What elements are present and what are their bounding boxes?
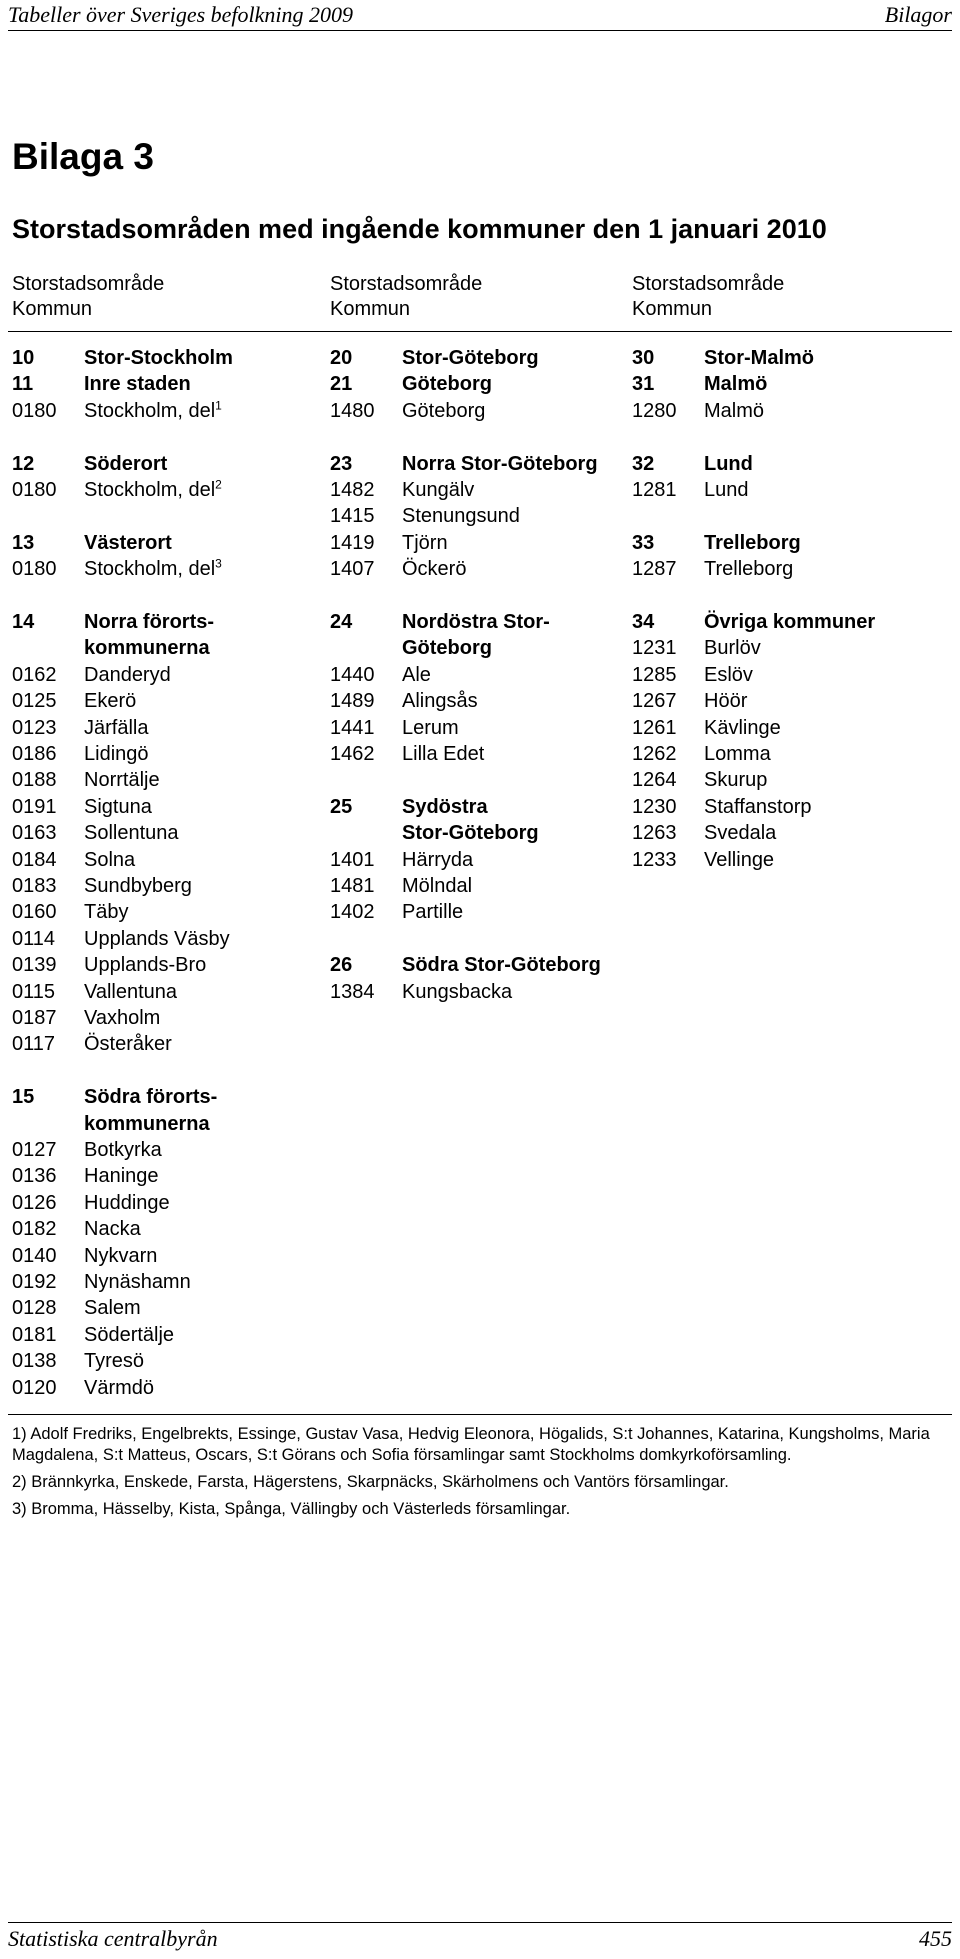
name-text: Trelleborg bbox=[704, 531, 801, 554]
column-header-label: Storstadsområde bbox=[330, 273, 483, 295]
name-text: Ekerö bbox=[84, 690, 137, 713]
header-rule bbox=[8, 30, 952, 31]
name-cell bbox=[84, 688, 136, 714]
code-cell: 0120 bbox=[12, 1376, 57, 1399]
code-cell: 0183 bbox=[12, 875, 57, 897]
code-cell: 1384 bbox=[330, 980, 375, 1003]
name-cell bbox=[84, 371, 191, 397]
name-text: Stenungsund bbox=[402, 505, 520, 528]
name-text: Nacka bbox=[84, 1218, 141, 1241]
name-text: Höör bbox=[704, 690, 748, 713]
name-cell bbox=[704, 556, 793, 582]
name-text: Skurup bbox=[704, 769, 768, 792]
name-text: Västerort bbox=[84, 531, 172, 554]
name-cell bbox=[84, 847, 135, 873]
name-text: Tyresö bbox=[84, 1350, 145, 1373]
name-cell bbox=[84, 609, 214, 635]
name-cell bbox=[704, 820, 776, 846]
code-cell: 0117 bbox=[12, 1033, 56, 1056]
name-text: Vallentuna bbox=[84, 980, 178, 1003]
footnote-rule bbox=[8, 1414, 952, 1415]
name-text: Kävlinge bbox=[704, 716, 781, 739]
name-cell bbox=[84, 345, 233, 371]
name-text: Malmö bbox=[704, 373, 768, 396]
code-cell: 0138 bbox=[12, 1350, 57, 1373]
name-text: Burlöv bbox=[704, 637, 761, 660]
code-cell: 30 bbox=[632, 347, 655, 369]
code-cell: 15 bbox=[12, 1086, 35, 1109]
footnote: 1) Adolf Fredriks, Engelbrekts, Essinge, Gustav Vasa, Hedvig Eleonora, Högalids, S:t Johannes, Katarina, Kungsholms, Maria Magdalena, S:t Matteus, Oscars, S:t Görans och Sofia församlingar samt Stockholms domkyrkoförsamling. bbox=[12, 1425, 930, 1464]
name-cell bbox=[84, 1137, 162, 1163]
column-header-sublabel: Kommun bbox=[12, 298, 93, 320]
name-cell bbox=[402, 873, 472, 899]
name-cell bbox=[704, 371, 767, 397]
code-cell: 1402 bbox=[330, 901, 375, 924]
code-cell: 1419 bbox=[330, 531, 375, 554]
name-text: Lilla Edet bbox=[402, 743, 485, 765]
code-cell: 1264 bbox=[632, 769, 677, 792]
code-cell: 34 bbox=[632, 611, 655, 633]
name-cell bbox=[84, 1243, 157, 1269]
code-cell: 0127 bbox=[12, 1139, 57, 1161]
name-text: Staffanstorp bbox=[704, 795, 812, 818]
footnote-ref: 2 bbox=[215, 477, 222, 492]
name-cell bbox=[402, 741, 484, 767]
name-text: Stor-Malmö bbox=[704, 347, 814, 369]
code-cell: 24 bbox=[330, 611, 353, 633]
name-cell bbox=[84, 899, 128, 925]
name-cell bbox=[84, 952, 206, 978]
code-cell: 1480 bbox=[330, 399, 375, 422]
name-cell bbox=[402, 688, 478, 714]
name-text: Eslöv bbox=[704, 663, 753, 686]
name-cell bbox=[84, 1216, 141, 1242]
column-header-1 bbox=[12, 272, 164, 322]
name-text: Inre staden bbox=[84, 373, 191, 396]
code-cell: 32 bbox=[632, 452, 655, 475]
name-cell bbox=[402, 662, 431, 688]
code-cell: 1440 bbox=[330, 663, 375, 686]
code-cell: 0186 bbox=[12, 743, 57, 765]
code-cell: 14 bbox=[12, 611, 35, 633]
name-cell bbox=[84, 741, 149, 767]
name-text: Södra Stor-Göteborg bbox=[402, 954, 601, 977]
name-text: Kungsbacka bbox=[402, 980, 513, 1003]
code-cell: 1230 bbox=[632, 795, 677, 818]
footnote-ref: 3 bbox=[215, 556, 222, 571]
name-text: Göteborg bbox=[402, 373, 492, 396]
name-text: Alingsås bbox=[402, 690, 478, 713]
name-cell bbox=[704, 345, 814, 371]
name-cell bbox=[84, 556, 222, 582]
name-text: Järfälla bbox=[84, 716, 149, 739]
footnotes bbox=[12, 1424, 947, 1526]
code-cell: 21 bbox=[330, 373, 353, 396]
column-header-label: Storstadsområde bbox=[632, 273, 785, 295]
name-text: Stor-Göteborg bbox=[402, 347, 539, 369]
name-text: Mölndal bbox=[402, 875, 473, 897]
code-cell: 1281 bbox=[632, 479, 677, 501]
code-cell: 0187 bbox=[12, 1007, 57, 1029]
name-cell bbox=[402, 794, 488, 820]
code-cell: 1262 bbox=[632, 743, 677, 765]
name-cell bbox=[704, 662, 753, 688]
column-header-sublabel: Kommun bbox=[330, 298, 411, 320]
code-cell: 1481 bbox=[330, 875, 375, 897]
name-text: Stockholm, del bbox=[84, 399, 216, 422]
name-text: Partille bbox=[402, 901, 464, 924]
name-text: Stor-Stockholm bbox=[84, 347, 233, 369]
code-cell: 0136 bbox=[12, 1165, 57, 1188]
code-cell: 0123 bbox=[12, 716, 57, 739]
name-cell bbox=[402, 899, 463, 925]
name-text: Lund bbox=[704, 452, 753, 475]
name-text: Lerum bbox=[402, 716, 459, 739]
name-cell bbox=[402, 398, 485, 424]
name-cell bbox=[402, 635, 492, 661]
name-text: Vellinge bbox=[704, 848, 775, 871]
name-text: Stor-Göteborg bbox=[402, 822, 539, 845]
code-cell: 26 bbox=[330, 954, 353, 977]
name-text: Norra Stor-Göteborg bbox=[402, 452, 598, 475]
code-cell: 1280 bbox=[632, 399, 677, 422]
name-text: Huddinge bbox=[84, 1191, 170, 1214]
name-cell bbox=[704, 451, 753, 477]
code-cell: 12 bbox=[12, 452, 35, 475]
name-cell bbox=[402, 451, 598, 477]
code-cell: 23 bbox=[330, 452, 353, 475]
name-text: Svedala bbox=[704, 822, 777, 845]
name-cell bbox=[402, 715, 459, 741]
name-text: Göteborg bbox=[402, 399, 486, 422]
code-cell: 1267 bbox=[632, 690, 677, 713]
name-text: Stockholm, del bbox=[84, 479, 216, 501]
name-text: Vaxholm bbox=[84, 1007, 161, 1029]
code-cell: 0162 bbox=[12, 663, 57, 686]
code-cell: 0115 bbox=[12, 980, 56, 1003]
name-cell bbox=[84, 1111, 210, 1137]
name-text: Södertälje bbox=[84, 1323, 175, 1346]
code-cell: 10 bbox=[12, 347, 35, 369]
name-text: Trelleborg bbox=[704, 558, 794, 581]
name-cell bbox=[84, 451, 167, 477]
code-cell: 33 bbox=[632, 531, 655, 554]
code-cell: 1263 bbox=[632, 822, 677, 845]
code-cell: 1285 bbox=[632, 663, 677, 686]
name-cell bbox=[84, 635, 210, 661]
name-text: Söderort bbox=[84, 452, 168, 475]
name-cell bbox=[402, 345, 539, 371]
code-cell: 0128 bbox=[12, 1297, 57, 1320]
name-text: Nykvarn bbox=[84, 1244, 158, 1267]
name-text: Norra förorts- bbox=[84, 611, 215, 633]
name-text: Norrtälje bbox=[84, 769, 160, 792]
page-title: Bilaga 3 bbox=[12, 136, 154, 177]
name-text: Danderyd bbox=[84, 663, 171, 686]
name-text: Stockholm, del bbox=[84, 558, 216, 581]
name-cell bbox=[402, 820, 539, 846]
name-text: Ale bbox=[402, 663, 431, 686]
column-header-3 bbox=[632, 272, 784, 322]
publisher-name: Statistiska centralbyrån bbox=[8, 1926, 218, 1951]
name-text: Sundbyberg bbox=[84, 875, 192, 897]
name-cell bbox=[84, 1269, 191, 1295]
name-text: Upplands Väsby bbox=[84, 927, 230, 950]
name-cell bbox=[704, 741, 771, 767]
name-text: Övriga kommuner bbox=[704, 611, 876, 633]
name-cell bbox=[704, 609, 875, 635]
name-cell bbox=[402, 371, 492, 397]
code-cell: 1441 bbox=[330, 716, 375, 739]
name-cell bbox=[84, 1163, 159, 1189]
footnote: 3) Bromma, Hässelby, Kista, Spånga, Vällingby och Västerleds församlingar. bbox=[12, 1500, 571, 1518]
column-header-label: Storstadsområde bbox=[12, 273, 165, 295]
name-cell bbox=[402, 979, 512, 1005]
name-cell bbox=[84, 767, 160, 793]
code-cell: 0140 bbox=[12, 1244, 57, 1267]
name-cell bbox=[84, 1348, 144, 1374]
name-text: Södra förorts- bbox=[84, 1086, 218, 1109]
column-header-sublabel: Kommun bbox=[632, 298, 713, 320]
code-cell: 0180 bbox=[12, 558, 57, 581]
code-cell: 1407 bbox=[330, 558, 375, 581]
name-text: Värmdö bbox=[84, 1376, 155, 1399]
name-cell bbox=[704, 688, 747, 714]
name-cell bbox=[84, 820, 179, 846]
code-cell: 31 bbox=[632, 373, 655, 396]
name-cell bbox=[84, 1190, 170, 1216]
name-text: Lidingö bbox=[84, 743, 149, 765]
code-cell: 0181 bbox=[12, 1323, 57, 1346]
running-header-title: Tabeller över Sveriges befolkning 2009 bbox=[8, 2, 354, 27]
name-cell bbox=[84, 1375, 154, 1401]
footnote-ref: 1 bbox=[215, 398, 222, 413]
code-cell: 1462 bbox=[330, 743, 375, 765]
name-cell bbox=[704, 530, 801, 556]
name-cell bbox=[402, 952, 601, 978]
name-text: Nynäshamn bbox=[84, 1271, 191, 1293]
name-cell bbox=[402, 503, 520, 529]
code-cell: 1287 bbox=[632, 558, 677, 581]
column-header-2 bbox=[330, 272, 482, 322]
running-footer bbox=[0, 1926, 960, 1956]
name-cell bbox=[84, 926, 230, 952]
name-text: Nordöstra Stor- bbox=[402, 611, 550, 633]
name-cell bbox=[402, 477, 474, 503]
name-text: Göteborg bbox=[402, 637, 492, 660]
name-cell bbox=[84, 1084, 217, 1110]
code-cell: 20 bbox=[330, 347, 353, 369]
running-header-section: Bilagor bbox=[884, 2, 952, 27]
name-cell bbox=[704, 715, 781, 741]
name-text: Tjörn bbox=[402, 531, 448, 554]
code-cell: 0125 bbox=[12, 690, 57, 713]
footnote: 2) Brännkyrka, Enskede, Farsta, Hägerstens, Skarpnäcks, Skärholmens och Vantörs församlingar. bbox=[12, 1473, 729, 1491]
name-text: Härryda bbox=[402, 848, 474, 871]
code-cell: 1231 bbox=[632, 637, 677, 660]
name-cell bbox=[402, 847, 473, 873]
page-number: 455 bbox=[919, 1926, 952, 1951]
name-cell bbox=[84, 662, 171, 688]
code-cell: 1482 bbox=[330, 479, 375, 501]
code-cell: 0180 bbox=[12, 479, 57, 501]
name-cell bbox=[84, 1295, 141, 1321]
name-cell bbox=[402, 609, 550, 635]
code-cell: 11 bbox=[12, 373, 34, 396]
code-cell: 0184 bbox=[12, 848, 57, 871]
name-text: Kungälv bbox=[402, 479, 475, 501]
column-header-rule bbox=[8, 331, 952, 332]
code-cell: 0182 bbox=[12, 1218, 57, 1241]
name-cell bbox=[704, 635, 761, 661]
name-cell bbox=[84, 1005, 160, 1031]
page-subtitle: Storstadsområden med ingående kommuner den 1 januari 2010 bbox=[12, 214, 827, 244]
name-cell bbox=[704, 847, 774, 873]
name-text: Täby bbox=[84, 901, 129, 924]
name-text: Sollentuna bbox=[84, 822, 179, 845]
name-text: Haninge bbox=[84, 1165, 159, 1188]
name-text: Lomma bbox=[704, 743, 771, 765]
code-cell: 0114 bbox=[12, 927, 56, 950]
code-cell: 1233 bbox=[632, 848, 677, 871]
name-text: Solna bbox=[84, 848, 136, 871]
name-text: Österåker bbox=[84, 1033, 172, 1056]
code-cell: 1401 bbox=[330, 848, 375, 871]
code-cell: 1489 bbox=[330, 690, 375, 713]
name-cell bbox=[402, 556, 466, 582]
name-cell bbox=[84, 1322, 174, 1348]
name-cell bbox=[84, 979, 177, 1005]
name-cell bbox=[704, 767, 767, 793]
name-cell bbox=[402, 530, 448, 556]
name-text: kommunerna bbox=[84, 637, 210, 660]
name-cell bbox=[84, 530, 172, 556]
name-text: Upplands-Bro bbox=[84, 954, 207, 977]
name-text: Botkyrka bbox=[84, 1139, 162, 1161]
code-cell: 0126 bbox=[12, 1191, 57, 1214]
running-header bbox=[0, 0, 960, 30]
code-cell: 1261 bbox=[632, 716, 677, 739]
code-cell: 0180 bbox=[12, 399, 57, 422]
name-cell bbox=[84, 873, 192, 899]
name-cell bbox=[704, 398, 764, 424]
code-cell: 13 bbox=[12, 531, 35, 554]
name-text: Öckerö bbox=[402, 558, 467, 581]
footer-rule bbox=[8, 1922, 952, 1923]
code-cell: 0192 bbox=[12, 1271, 57, 1293]
name-cell bbox=[84, 477, 222, 503]
name-cell bbox=[84, 1031, 172, 1057]
name-text: Sydöstra bbox=[402, 795, 488, 818]
code-cell: 0160 bbox=[12, 901, 57, 924]
name-cell bbox=[704, 794, 811, 820]
code-cell: 0188 bbox=[12, 769, 57, 792]
name-cell bbox=[84, 715, 148, 741]
name-text: Salem bbox=[84, 1297, 141, 1320]
code-cell: 25 bbox=[330, 795, 353, 818]
name-cell bbox=[704, 477, 749, 503]
code-cell: 0191 bbox=[12, 795, 57, 818]
name-cell bbox=[84, 794, 152, 820]
name-text: Malmö bbox=[704, 399, 765, 422]
code-cell: 0139 bbox=[12, 954, 57, 977]
code-cell: 1415 bbox=[330, 505, 375, 528]
name-text: Lund bbox=[704, 479, 749, 501]
name-cell bbox=[84, 398, 222, 424]
name-text: kommunerna bbox=[84, 1112, 210, 1135]
code-cell: 0163 bbox=[12, 822, 57, 845]
name-text: Sigtuna bbox=[84, 795, 152, 818]
